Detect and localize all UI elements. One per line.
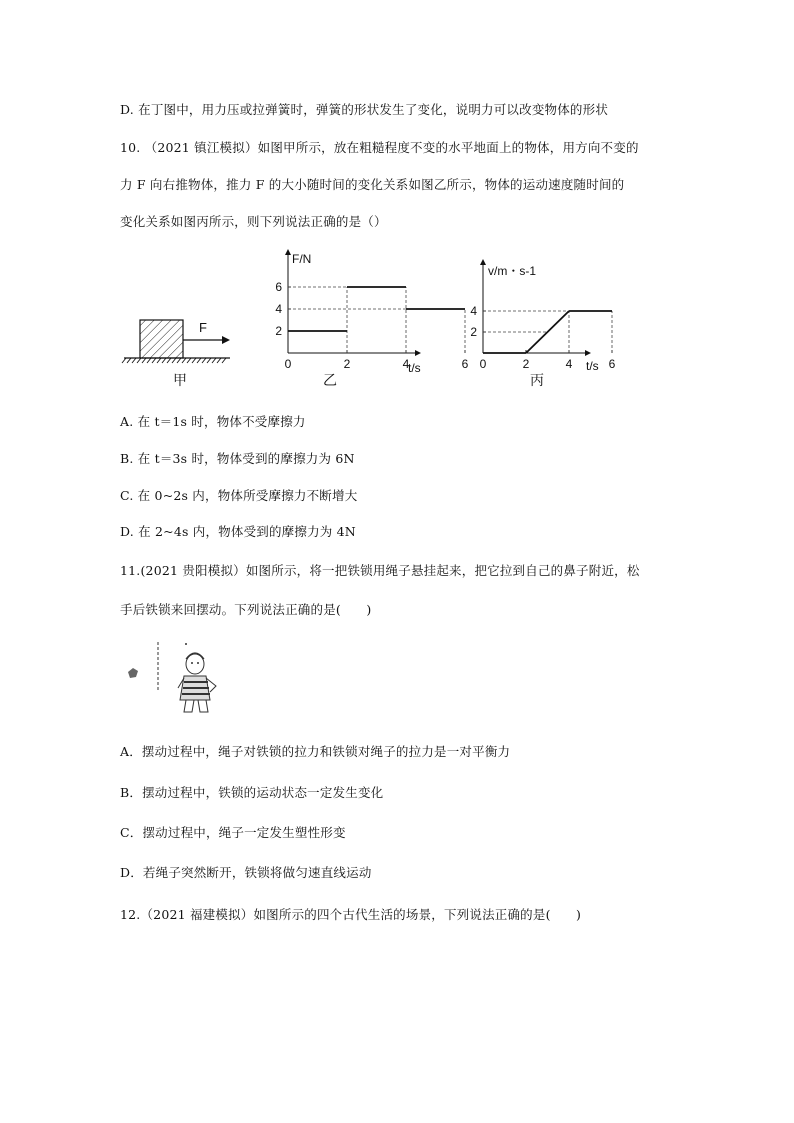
ground-hatch-mark	[172, 358, 176, 363]
figure-jia	[118, 305, 238, 395]
ground-hatch-mark	[142, 358, 146, 363]
ground-hatch-mark	[187, 358, 191, 363]
ground-hatch-mark	[132, 358, 136, 363]
force-arrow-head	[222, 336, 230, 344]
q11-option-a: A．摆动过程中，绳子对铁锁的拉力和铁锁对绳子的拉力是一对平衡力	[120, 744, 511, 759]
y-tick-label: 2	[470, 325, 477, 339]
q10-option-b: B. 在 t＝3s 时，物体受到的摩擦力为 6N	[120, 451, 355, 466]
boy-icon	[178, 653, 216, 712]
ground-hatch-mark	[222, 358, 226, 363]
ground-hatch-mark	[217, 358, 221, 363]
q10-stem-line1: 10. （2021 镇江模拟）如图甲所示，放在粗糙程度不变的水平地面上的物体，用方向不变的	[120, 140, 639, 155]
block	[140, 320, 183, 358]
q10-option-a: A. 在 t＝1s 时，物体不受摩擦力	[120, 414, 306, 429]
q11-option-d: D．若绳子突然断开，铁锁将做匀速直线运动	[120, 865, 372, 880]
y-axis-label: v/m・s-1	[488, 264, 537, 278]
series-segment	[526, 311, 569, 353]
y-tick-label: 4	[470, 304, 477, 318]
x-axis-arrow	[415, 350, 421, 356]
x-tick-label: 6	[461, 357, 469, 371]
q11-stem-line2: 手后铁锁来回摆动。下列说法正确的是( )	[120, 602, 372, 617]
y-tick-label: 2	[275, 324, 282, 338]
x-tick-label: 2	[343, 357, 351, 371]
x-tick-label: 0	[284, 357, 292, 371]
q12-stem-line1: 12.（2021 福建模拟）如图所示的四个古代生活的场景，下列说法正确的是( )	[120, 907, 582, 922]
ground-hatch-mark	[152, 358, 156, 363]
y-tick-label: 6	[275, 280, 282, 294]
q11-stem-line1: 11.(2021 贵阳模拟）如图所示，将一把铁锁用绳子悬挂起来，把它拉到自己的鼻子附近，松	[120, 563, 640, 578]
x-tick-label: 0	[479, 357, 487, 371]
y-tick-label: 4	[275, 302, 282, 316]
x-tick-label: 4	[565, 357, 573, 371]
lock-icon	[128, 668, 138, 678]
ground-hatch-mark	[147, 358, 151, 363]
chart-bing	[470, 255, 616, 395]
ground-hatch-mark	[157, 358, 161, 363]
ground-hatch-mark	[127, 358, 131, 363]
x-tick-label: 4	[402, 357, 410, 371]
caption-jia: 甲	[173, 372, 187, 388]
ground-hatch-mark	[202, 358, 206, 363]
ground-hatch-mark	[207, 358, 211, 363]
ground-hatch-mark	[122, 358, 126, 363]
chart-yi	[270, 245, 469, 395]
q11-option-b: B．摆动过程中，铁锁的运动状态一定发生变化	[120, 785, 384, 800]
pendulum-figure	[120, 640, 230, 720]
ground-hatch-mark	[192, 358, 196, 363]
q10-option-c: C. 在 0~2s 内，物体所受摩擦力不断增大	[120, 488, 358, 503]
x-axis-arrow	[585, 350, 591, 356]
chart-caption: 乙	[323, 372, 337, 388]
y-axis-label: F/N	[292, 252, 312, 266]
ground-hatch-mark	[137, 358, 141, 363]
x-axis-label: t/s	[408, 361, 421, 375]
y-axis-arrow	[480, 259, 486, 265]
q9-option-d: D. 在丁图中，用力压或拉弹簧时，弹簧的形状发生了变化，说明力可以改变物体的形状	[120, 102, 609, 117]
ground-hatch-mark	[162, 358, 166, 363]
q11-option-c: C．摆动过程中，绳子一定发生塑性形变	[120, 825, 346, 840]
dot	[185, 643, 187, 645]
force-label: F	[199, 320, 207, 335]
ground-hatch-mark	[177, 358, 181, 363]
ground-hatch-mark	[182, 358, 186, 363]
y-axis-arrow	[285, 249, 291, 255]
ground-hatch-mark	[212, 358, 216, 363]
q10-option-d: D. 在 2~4s 内，物体受到的摩擦力为 4N	[120, 524, 356, 539]
ground-hatch-mark	[167, 358, 171, 363]
x-axis-label: t/s	[586, 359, 599, 373]
ground-hatch	[122, 358, 226, 363]
q10-stem-line2: 力 F 向右推物体，推力 F 的大小随时间的变化关系如图乙所示，物体的运动速度随时间的	[120, 177, 625, 192]
x-tick-label: 2	[522, 357, 530, 371]
q10-stem-line3: 变化关系如图丙所示，则下列说法正确的是（）	[120, 214, 387, 229]
chart-caption: 丙	[530, 372, 544, 388]
ground-hatch-mark	[197, 358, 201, 363]
x-tick-label: 6	[608, 357, 616, 371]
